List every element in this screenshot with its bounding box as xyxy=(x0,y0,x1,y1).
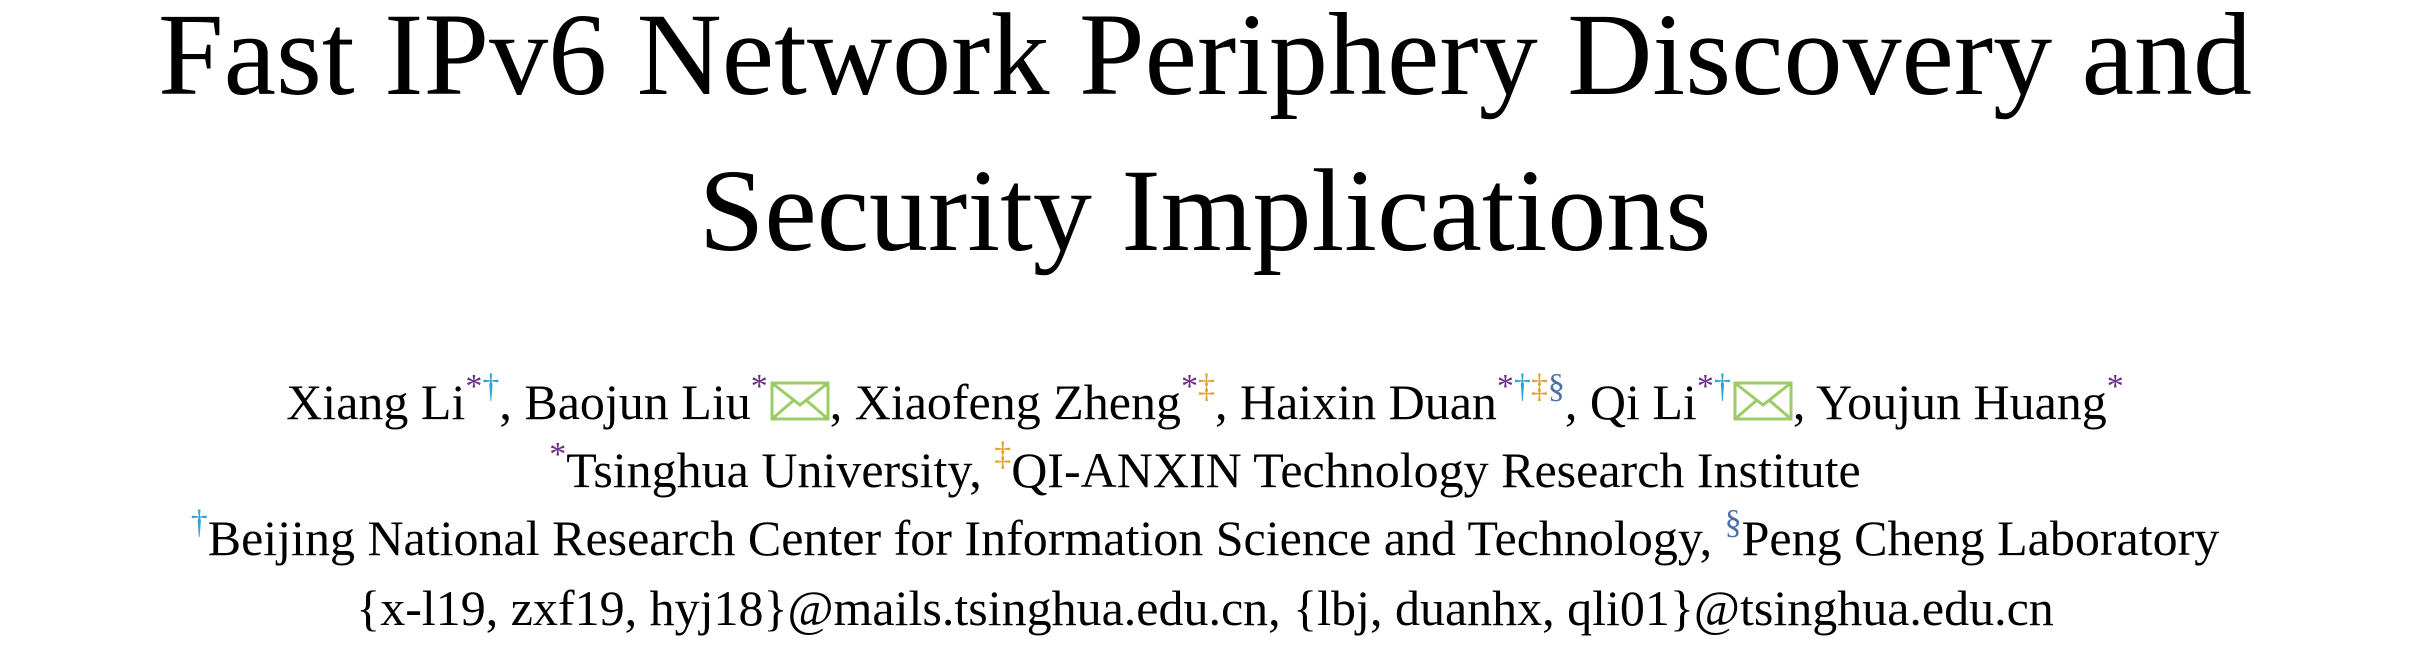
author-emails: {x-l19, zxf19, hyj18}@mails.tsinghua.edu.cn, {lbj, duanhx, qli01}@tsinghua.edu.cn xyxy=(356,580,2054,636)
affiliation-mark-ddagger: ‡ xyxy=(994,436,1012,473)
author-name: Baojun Liu xyxy=(524,374,751,430)
affiliation-tsinghua: Tsinghua University, xyxy=(566,442,982,498)
author-list: Xiang Li*†, Baojun Liu* , Xiaofeng Zheng*‡, Haixin Duan*†‡§, Qi Li*† , Youjun Huang* xyxy=(286,368,2124,430)
affiliation-mark: * xyxy=(1696,368,1714,405)
author-affiliation-marks xyxy=(1181,368,1215,405)
affiliation-mark: ‡ xyxy=(1198,368,1215,405)
paper-title-line-1: Fast IPv6 Network Periphery Discovery and xyxy=(157,0,2253,120)
author xyxy=(854,368,1215,430)
author-name: Qi Li xyxy=(1589,374,1697,430)
affiliation-qianxin: QI-ANXIN Technology Research Institute xyxy=(1011,442,1861,498)
author-name: Haixin Duan xyxy=(1240,374,1497,430)
author-affiliation-marks xyxy=(1697,368,1731,405)
affiliation-mark: § xyxy=(1547,368,1565,405)
author-affiliation-marks xyxy=(1497,368,1565,405)
affiliation-mark: † xyxy=(1513,368,1531,405)
affiliation-mark: † xyxy=(1713,368,1731,405)
author-affiliation-marks xyxy=(2107,368,2124,405)
affiliation-mark-section: § xyxy=(1724,504,1742,541)
affiliation-mark-star: * xyxy=(549,436,567,473)
affiliation-mark: * xyxy=(2106,368,2124,405)
affiliation-bnrist: Beijing National Research Center for Information Science and Technology, xyxy=(207,510,1713,566)
affiliation-mark-dagger: † xyxy=(190,504,208,541)
affiliation-pengcheng: Peng Cheng Laboratory xyxy=(1741,510,2220,566)
author xyxy=(1240,368,1565,430)
author-affiliation-marks xyxy=(465,368,499,405)
author-name: Youjun Huang xyxy=(1815,374,2107,430)
author xyxy=(1589,368,1793,430)
affiliation-line-2 xyxy=(0,504,2410,568)
author-name: Xiaofeng Zheng xyxy=(854,374,1181,430)
affiliation-mark: ‡ xyxy=(1530,368,1548,405)
paper-title-line-2: Security Implications xyxy=(698,145,1712,276)
author xyxy=(286,368,500,430)
affiliation-mark: * xyxy=(1496,368,1514,405)
author xyxy=(1815,368,2124,430)
author-name: Xiang Li xyxy=(286,374,466,430)
affiliation-mark: * xyxy=(465,368,483,405)
envelope-icon xyxy=(770,381,830,421)
author-affiliation-marks xyxy=(751,368,768,405)
envelope-icon xyxy=(1733,381,1793,421)
affiliation-line-1 xyxy=(0,436,2410,500)
affiliation-mark: † xyxy=(482,368,500,405)
author xyxy=(524,368,829,430)
affiliation-mark: * xyxy=(750,368,768,405)
affiliation-mark: * xyxy=(1181,368,1198,405)
